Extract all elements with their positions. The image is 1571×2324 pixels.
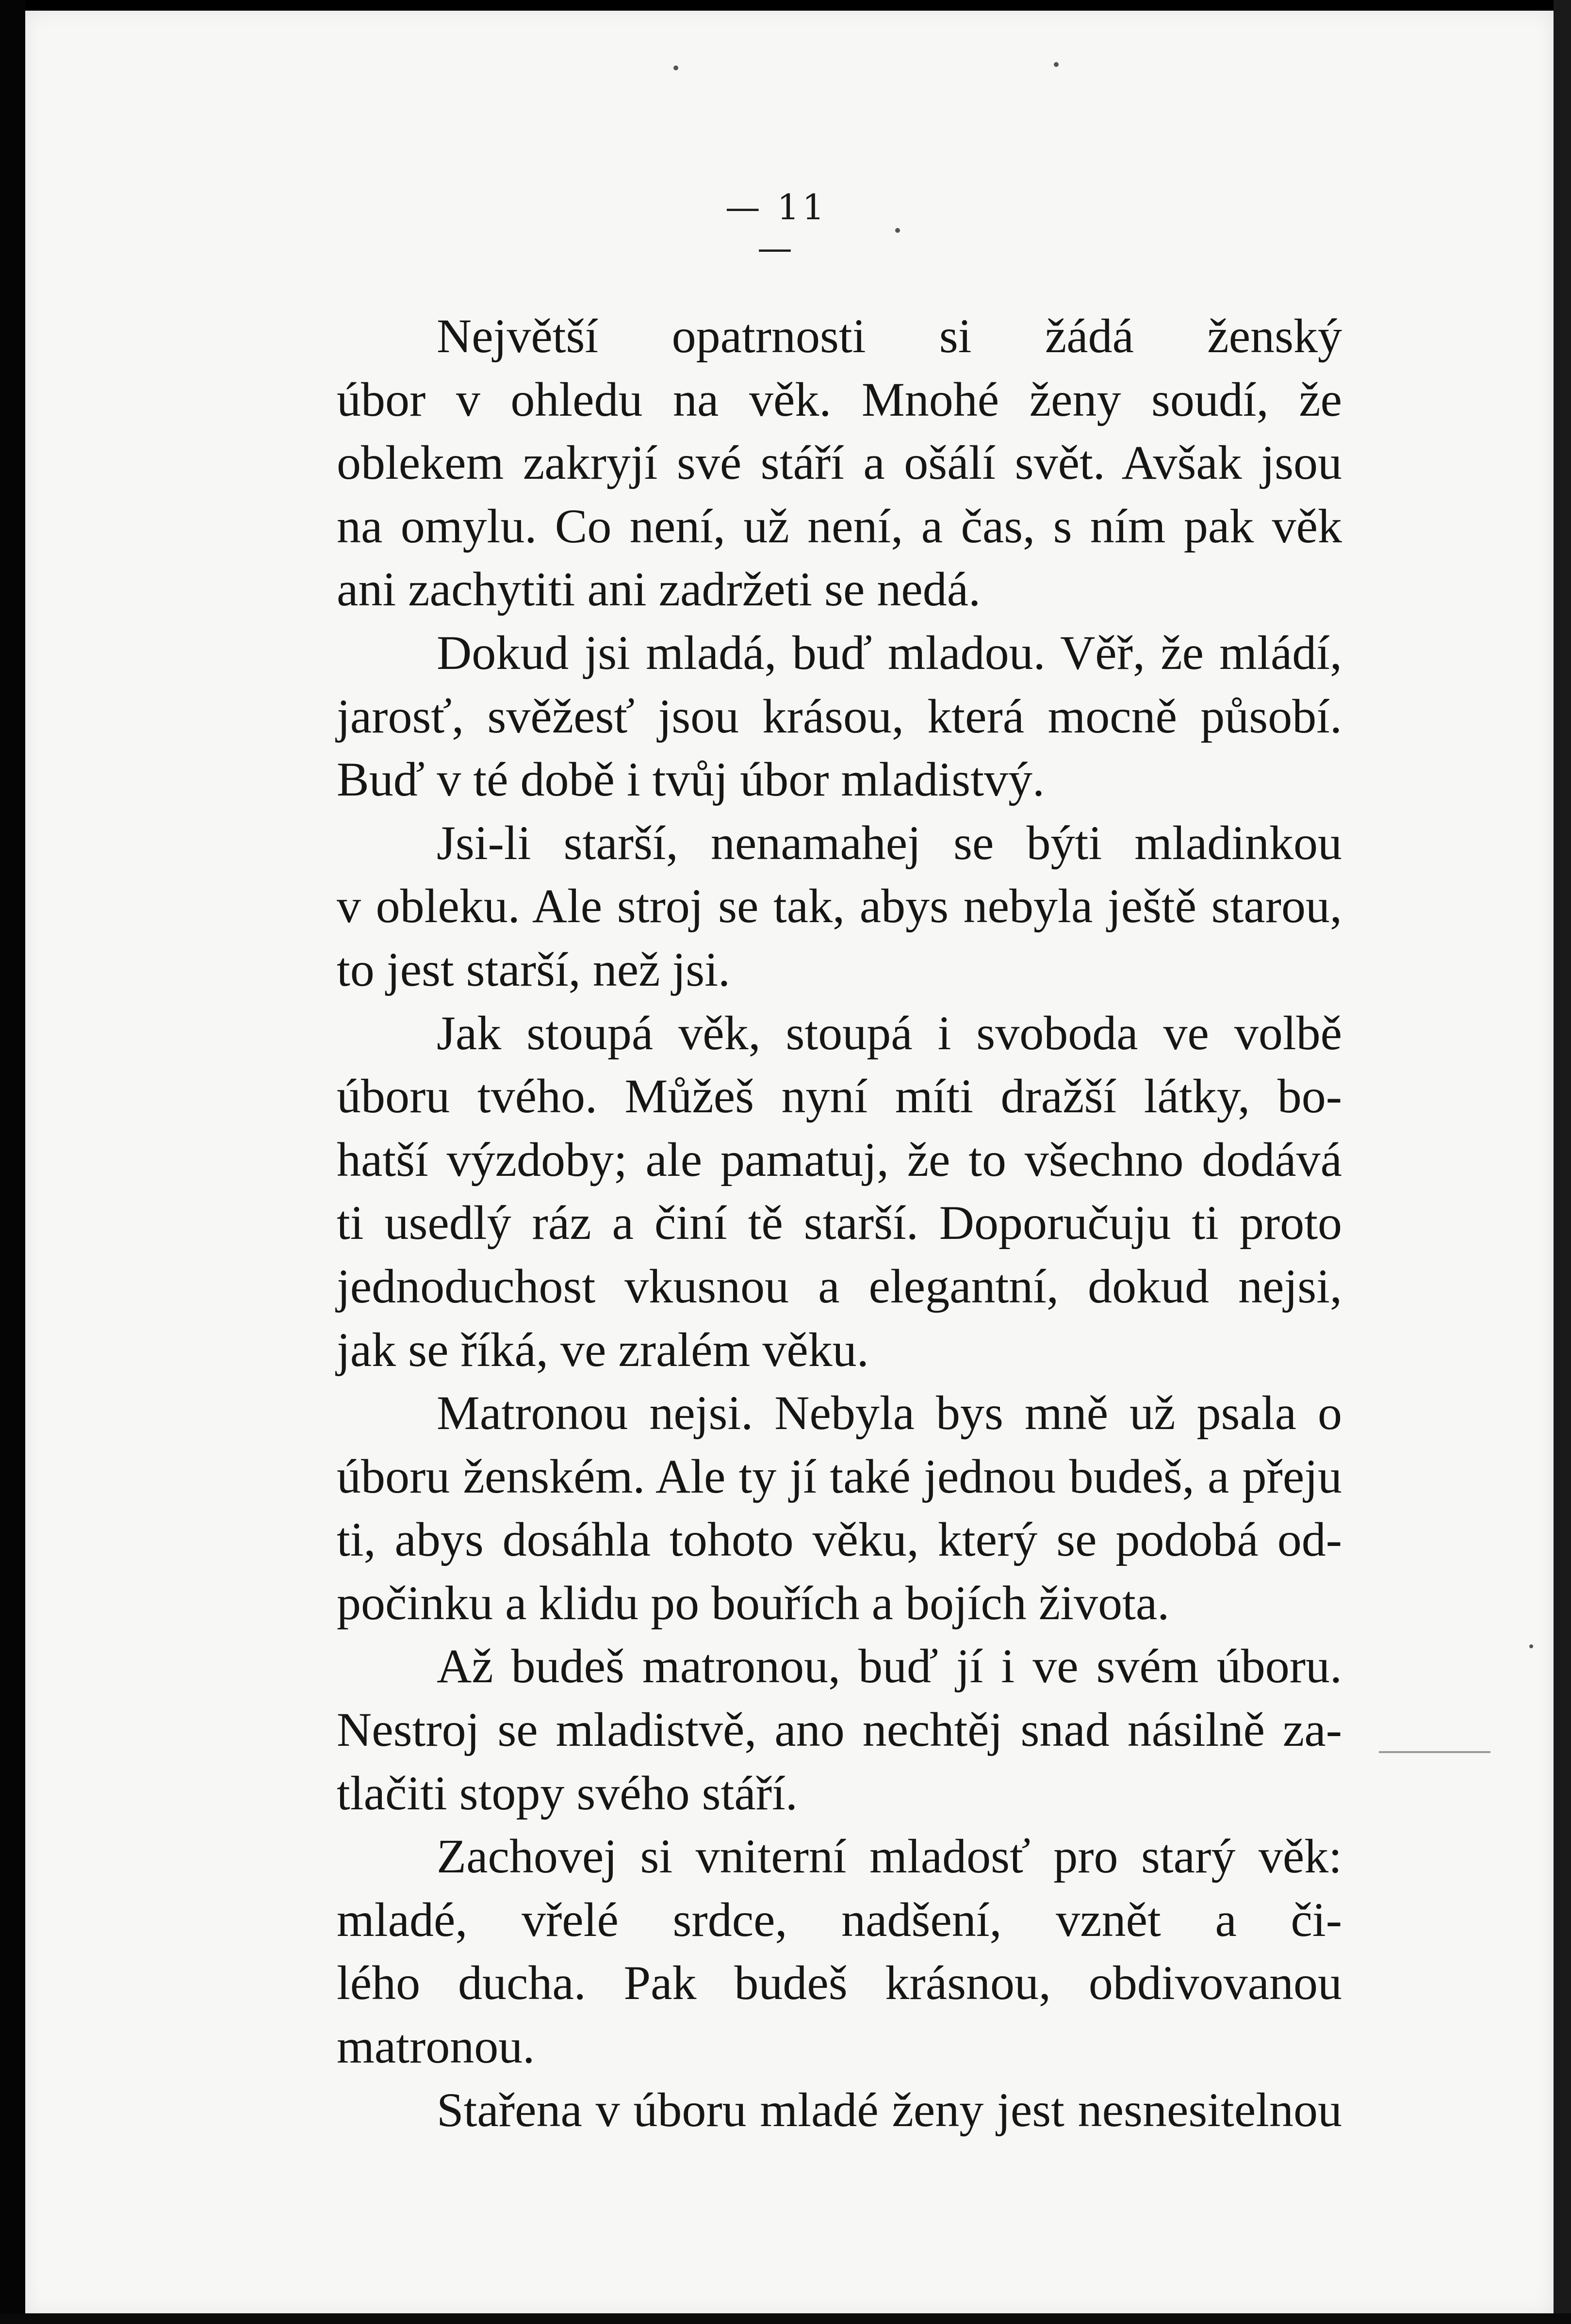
text-line: úboru ženském. Ale ty jí také jednou budeš, a přeju [337,1449,1342,1503]
paragraph-8 [237,2079,1342,2142]
text-line: Buď v té době i tvůj úbor mladistvý. [337,752,1045,807]
paragraph-4 [237,1002,1342,1382]
body-text [237,305,1342,2142]
text-line: Jak stoupá věk, stoupá i svoboda ve volbě [437,1006,1342,1060]
text-line: Stařena v úboru mladé ženy jest nesnesitelnou [437,2082,1342,2137]
paper-speck [1054,62,1059,67]
text-line: ti, abys dosáhla tohoto věku, který se podobá od- [337,1512,1342,1567]
text-line: hatší výzdoby; ale pamatuj, že to všechno dodává [337,1132,1342,1186]
text-line: to jest starší, než jsi. [337,942,730,996]
text-line: oblekem zakryjí své stáří a ošálí svět. Avšak jsou [337,436,1342,490]
text-line: mladé, vřelé srdce, nadšení, vznět a či- [337,1892,1342,1947]
text-line: tlačiti stopy svého stáří. [337,1766,798,1820]
text-line: Matronou nejsi. Nebyla bys mně už psala o [437,1386,1342,1440]
text-line: jarosť, svěžesť jsou krásou, která mocně působí. [337,689,1342,743]
page-bottom-edge [0,2313,1571,2324]
text-line: ti usedlý ráz a činí tě starší. Doporučuju ti proto [337,1196,1342,1250]
text-line: jednoduchost vkusnou a elegantní, dokud nejsi, [337,1259,1342,1313]
paragraph-6 [237,1635,1342,1825]
text-line: Dokud jsi mladá, buď mladou. Věř, že mládí, [437,625,1342,680]
text-line: v obleku. Ale stroj se tak, abys nebyla ještě starou, [337,879,1342,933]
text-line: Největší opatrnosti si žádá ženský [437,309,1342,363]
text-line: matronou. [337,2019,535,2074]
paragraph-1 [237,305,1342,621]
text-line: jak se říká, ve zralém věku. [337,1322,869,1377]
paper-speck [1529,1644,1533,1648]
page-right-edge [1554,0,1571,2324]
paper-speck [673,65,678,70]
text-line: počinku a klidu po bouřích a bojích života. [337,1576,1170,1630]
text-line: úboru tvého. Můžeš nyní míti dražší látky, bo- [337,1069,1342,1123]
paragraph-3 [237,812,1342,1002]
page-number: — 11 — [725,187,828,268]
text-line: úbor v ohledu na věk. Mnohé ženy soudí, že [337,372,1342,426]
paragraph-7 [237,1825,1342,2078]
text-line: lého ducha. Pak budeš krásnou, obdivovanou [337,1956,1342,2010]
text-line: Zachovej si vniterní mladosť pro starý věk: [437,1829,1342,1884]
text-line: ani zachytiti ani zadržeti se nedá. [337,562,981,617]
margin-mark [1379,1751,1490,1753]
text-line: Až budeš matronou, buď jí i ve svém úboru. [437,1639,1342,1693]
paragraph-2 [237,621,1342,812]
text-line: na omylu. Co není, už není, a čas, s ním pak věk [337,499,1342,553]
text-line: Nestroj se mladistvě, ano nechtěj snad násilně za- [337,1703,1342,1757]
paper-speck [895,228,900,233]
paragraph-5 [237,1381,1342,1635]
book-spine-shadow [0,0,25,2324]
text-line: Jsi-li starší, nenamahej se býti mladinkou [437,815,1342,870]
